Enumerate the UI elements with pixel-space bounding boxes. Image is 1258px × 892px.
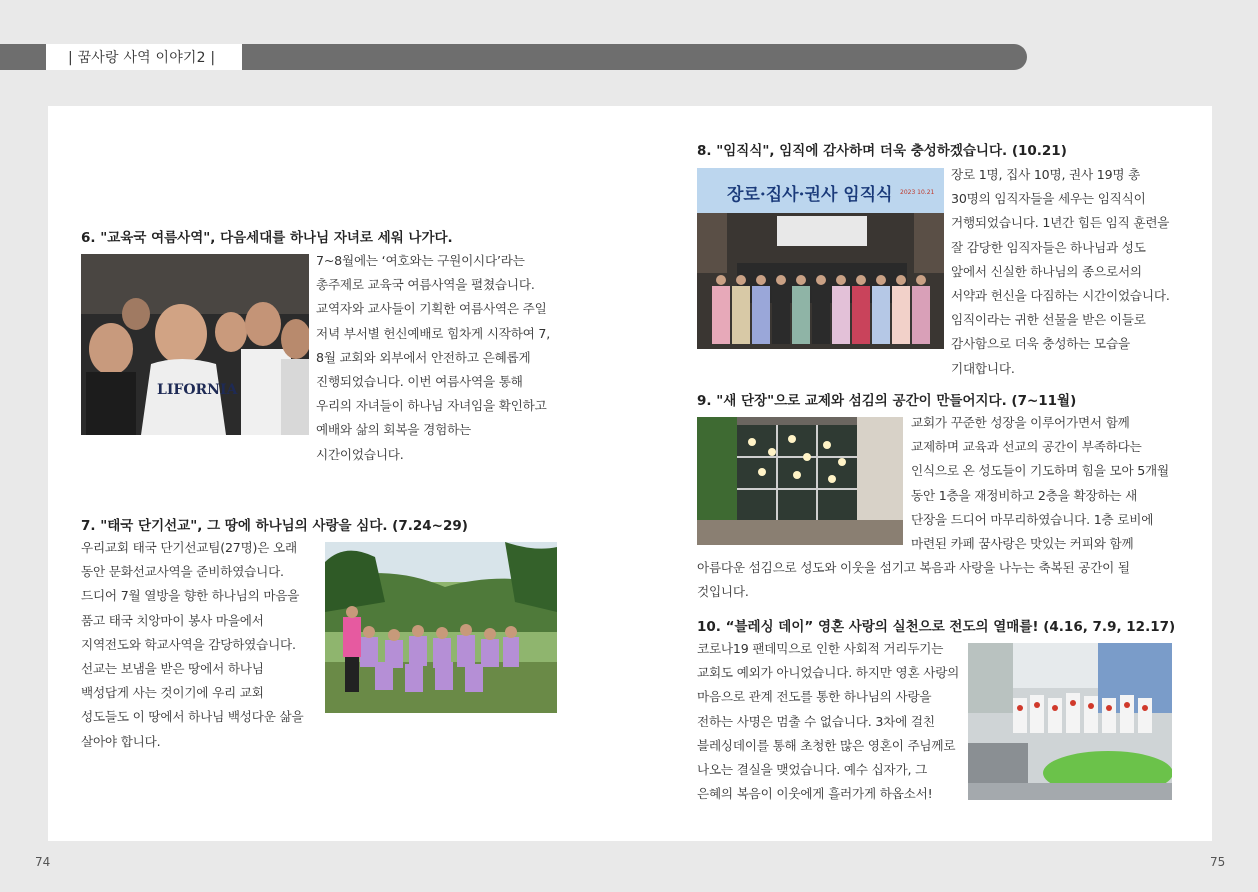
header-label: | 꿈사랑 사역 이야기2 | xyxy=(46,44,242,70)
ordination-banner-date: 2023 10.21 xyxy=(900,189,935,196)
photo-spacer xyxy=(697,411,911,539)
section-7-body: 우리교회 태국 단기선교팀(27명)은 오래 동안 문화선교사역을 준비하였습니다. 드디어 7월 열방을 향한 하나님의 마음을 품고 태국 치앙마이 봉사 마을에서 지역전도와 학교사역을 감당하였습니다. 선교는 보냄을 받은 땅에서 하나님 백성답게 사는 것이기에 우리 교회 성도들도 이 땅에서 하나님 백성다운 삶을 살아야 합니다. xyxy=(81,540,304,749)
summer-ministry-photo xyxy=(81,254,309,435)
section-10-body: 코로나19 팬데믹으로 인한 사회적 거리두기는 교회도 예외가 아니었습니다. 하지만 영혼 사랑의 마음으로 관계 전도를 통한 하나님의 사랑을 전하는 사명은 멈출 수 없습니다. 3차에 걸친 블레싱데이를 통해 초청한 많은 영혼이 주님께로 나오는 결실을 맺었습니다. 예수 십자가, 그 은혜의 복음이 이웃에게 흘러가게 하옵소서! xyxy=(697,641,960,802)
ordination-banner-text: 장로·집사·권사 임직식 xyxy=(727,185,893,205)
section-9-body-text: 교회가 꾸준한 성장을 이루어가면서 함께 교제하며 교육과 선교의 공간이 부족하다는 인식으로 온 성도들이 기도하며 힘을 모아 5개월 동안 1층을 재정비하고 2층을 확장하는 새 단장을 드디어 마무리하였습니다. 1층 로비에 마련된 카페 꿈사랑은 맛있는 커피와 함께 아름다운 섬김으로 성도와 이웃을 섬기고 복음과 사랑을 나누는 축복된 공간이 될 것입니다. xyxy=(697,415,1169,600)
left-page-number: 74 xyxy=(35,855,51,869)
blessing-day-photo xyxy=(968,643,1172,800)
section-9-body xyxy=(697,411,1175,605)
section-9-title: 9. "새 단장"으로 교제와 섬김의 공간이 만들어지다. (7~11월) xyxy=(697,393,1077,409)
section-8-body: 장로 1명, 집사 10명, 권사 19명 총 30명의 임직자들을 세우는 임직식이 거행되었습니다. 1년간 힘든 임직 훈련을 잘 감당한 임직자들은 하나님과 성도 앞에서 신실한 하나님의 종으로서의 서약과 헌신을 다짐하는 시간이었습니다. 임직이라는 귀한 선물을 받은 이들로 감사함으로 더욱 충성하는 모습을 기대합니다. xyxy=(951,167,1170,376)
section-7-title: 7. "태국 단기선교", 그 땅에 하나님의 사랑을 심다. (7.24~29) xyxy=(81,518,468,534)
section-6-title: 6. "교육국 여름사역", 다음세대를 하나님 자녀로 세워 나가다. xyxy=(81,230,453,246)
ordination-photo xyxy=(697,168,944,349)
shirt-text: LIFORNIA xyxy=(157,382,238,398)
section-10-title: 10. “블레싱 데이” 영혼 사랑의 실천으로 전도의 열매를! (4.16, 7.9, 12.17) xyxy=(697,619,1176,635)
right-page-number: 75 xyxy=(1210,855,1226,869)
section-8-title: 8. "임직식", 임직에 감사하며 더욱 충성하겠습니다. (10.21) xyxy=(697,143,1067,159)
thailand-mission-photo xyxy=(325,542,557,713)
section-6-body: 7~8월에는 ‘여호와는 구원이시다’라는 총주제로 교육국 여름사역을 펼쳤습니다. 교역자와 교사들이 기획한 여름사역은 주일 저녁 부서별 헌신예배로 힘차게 시작하여 7, 8월 교회와 외부에서 안전하고 은혜롭게 진행되었습니다. 이번 여름사역을 통해 우리의 자녀들이 하나님 자녀임을 확인하고 예배와 삶의 회복을 경험하는 시간이었습니다. xyxy=(316,253,551,462)
